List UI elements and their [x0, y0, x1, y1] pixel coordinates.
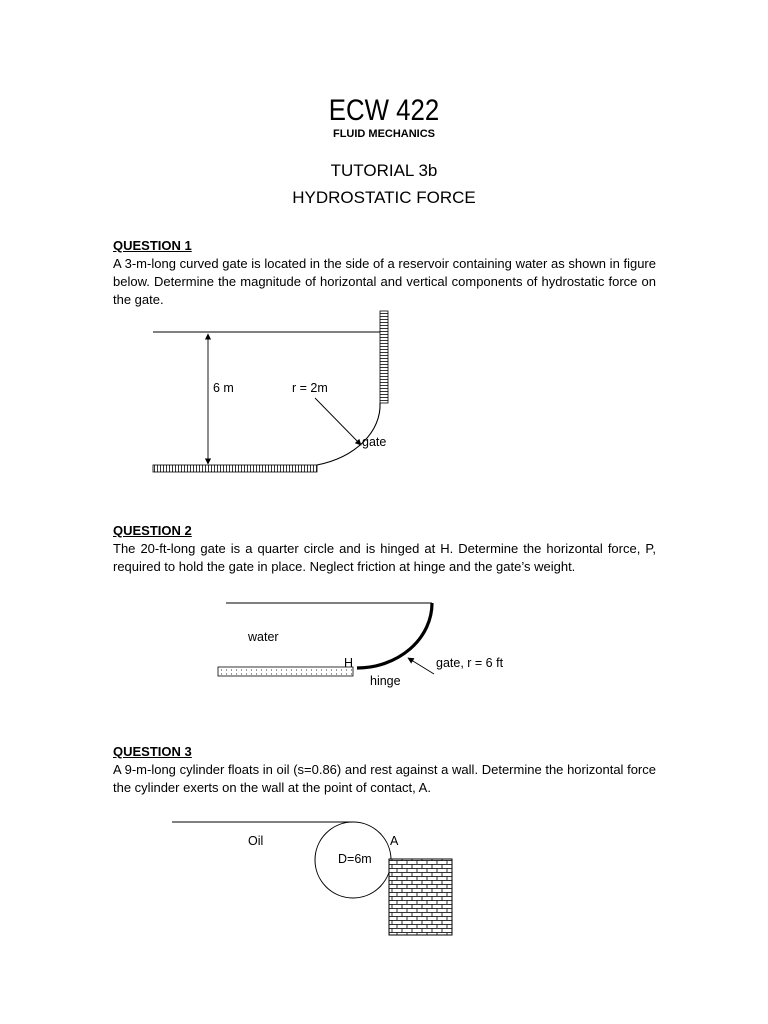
hinge-label: hinge [370, 674, 401, 688]
hinge-point-label: H [344, 656, 354, 670]
gate-label: gate [362, 435, 387, 449]
course-name: FLUID MECHANICS [332, 128, 436, 140]
right-wall [380, 311, 388, 403]
quarter-circle-gate [357, 603, 432, 668]
question-2-text: The 20-ft-long gate is a quarter circle and is hinged at H. Determine the horizontal force, P, required to hold the gate in place. Neglect friction at hinge and the gate’s weight. [113, 541, 656, 574]
radius-label: r = 2m [292, 381, 328, 395]
figure-3 [172, 822, 452, 935]
contact-point-label: A [390, 834, 399, 848]
question-3-text: A 9-m-long cylinder floats in oil (s=0.86) and rest against a wall. Determine the horizontal force the cylinder exerts on the wall at the point of contact, A. [113, 762, 656, 795]
curved-gate [317, 403, 380, 465]
gate-radius-label: gate, r = 6 ft [436, 656, 504, 670]
figure-1 [153, 311, 388, 472]
question-1-heading: QUESTION 1 [113, 238, 192, 253]
tutorial-title: TUTORIAL 3b [330, 161, 438, 180]
topic-title: HYDROSTATIC FORCE [292, 188, 476, 207]
course-code: ECW 422 [328, 94, 440, 127]
water-label: water [248, 630, 279, 644]
gate-pointer-arrow [315, 398, 361, 445]
oil-label: Oil [248, 834, 264, 848]
depth-label: 6 m [213, 381, 234, 395]
base-platform [218, 667, 353, 676]
gate-pointer-arrow-2 [408, 658, 434, 674]
question-3-heading: QUESTION 3 [113, 744, 192, 759]
question-2-heading: QUESTION 2 [113, 523, 192, 538]
diameter-label: D=6m [338, 852, 372, 866]
brick-wall [389, 859, 452, 935]
figure-2 [218, 603, 504, 688]
bottom-floor [153, 465, 317, 472]
question-1-text: A 3-m-long curved gate is located in the side of a reservoir containing water as shown in figure below. Determine the magnitude of horizontal and vertical components of hydrostatic force on the gate. [113, 256, 656, 307]
